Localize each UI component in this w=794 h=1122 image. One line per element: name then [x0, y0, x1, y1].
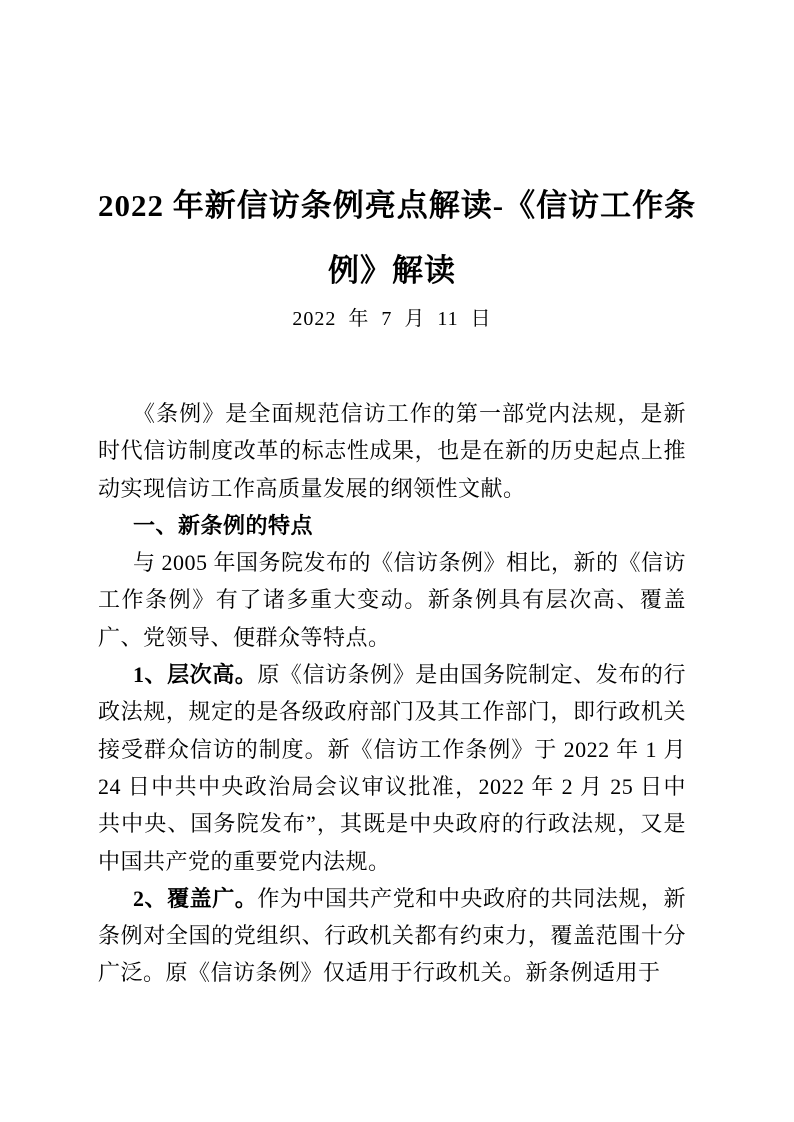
- document-title-line-1: 2022 年新信访条例亮点解读-《信访工作条: [98, 188, 697, 223]
- paragraph-text: 作为中国共产党和中央政府的共同法规，新条例对全国的党组织、行政机关都有约束力，覆盖范围十分广泛。原《信访条例》仅适用于行政机关。新条例适用于: [98, 885, 686, 986]
- paragraph-text: 原《信访条例》是由国务院制定、发布的行政法规，规定的是各级政府部门及其工作部门，即行政机关接受群众信访的制度。新《信访工作条例》于 2022 年 1 月 24 日中共中央政治局会议审议批准，2022 年 2 月 25 日中共中央、国务院发布”，其既是中央政府的行政法规，又是中国共产党的重要党内法规。: [98, 662, 686, 874]
- body-paragraph-1: [98, 395, 686, 507]
- paragraph-text: 与 2005 年国务院发布的《信访条例》相比，新的《信访工作条例》有了诸多重大变动。新条例具有层次高、覆盖广、党领导、便群众等特点。: [98, 550, 687, 650]
- document-body: [98, 395, 686, 992]
- section-heading: [98, 507, 686, 544]
- document-date: 2022 年 7 月 11 日: [292, 308, 492, 330]
- body-paragraph-3: [98, 544, 686, 656]
- paragraph-text: 《条例》是全面规范信访工作的第一部党内法规，是新时代信访制度改革的标志性成果，也是在新的历史起点上推动实现信访工作高质量发展的纲领性文献。: [98, 401, 686, 501]
- section-heading-text: 一、新条例的特点: [133, 512, 314, 538]
- document-title: [98, 173, 697, 303]
- paragraph-lead: 1、层次高。: [133, 662, 258, 688]
- body-paragraph-4: [98, 656, 686, 880]
- document-title-line-2: 例》解读: [328, 253, 456, 288]
- paragraph-lead: 2、覆盖广。: [133, 885, 258, 911]
- body-paragraph-5: [98, 880, 686, 992]
